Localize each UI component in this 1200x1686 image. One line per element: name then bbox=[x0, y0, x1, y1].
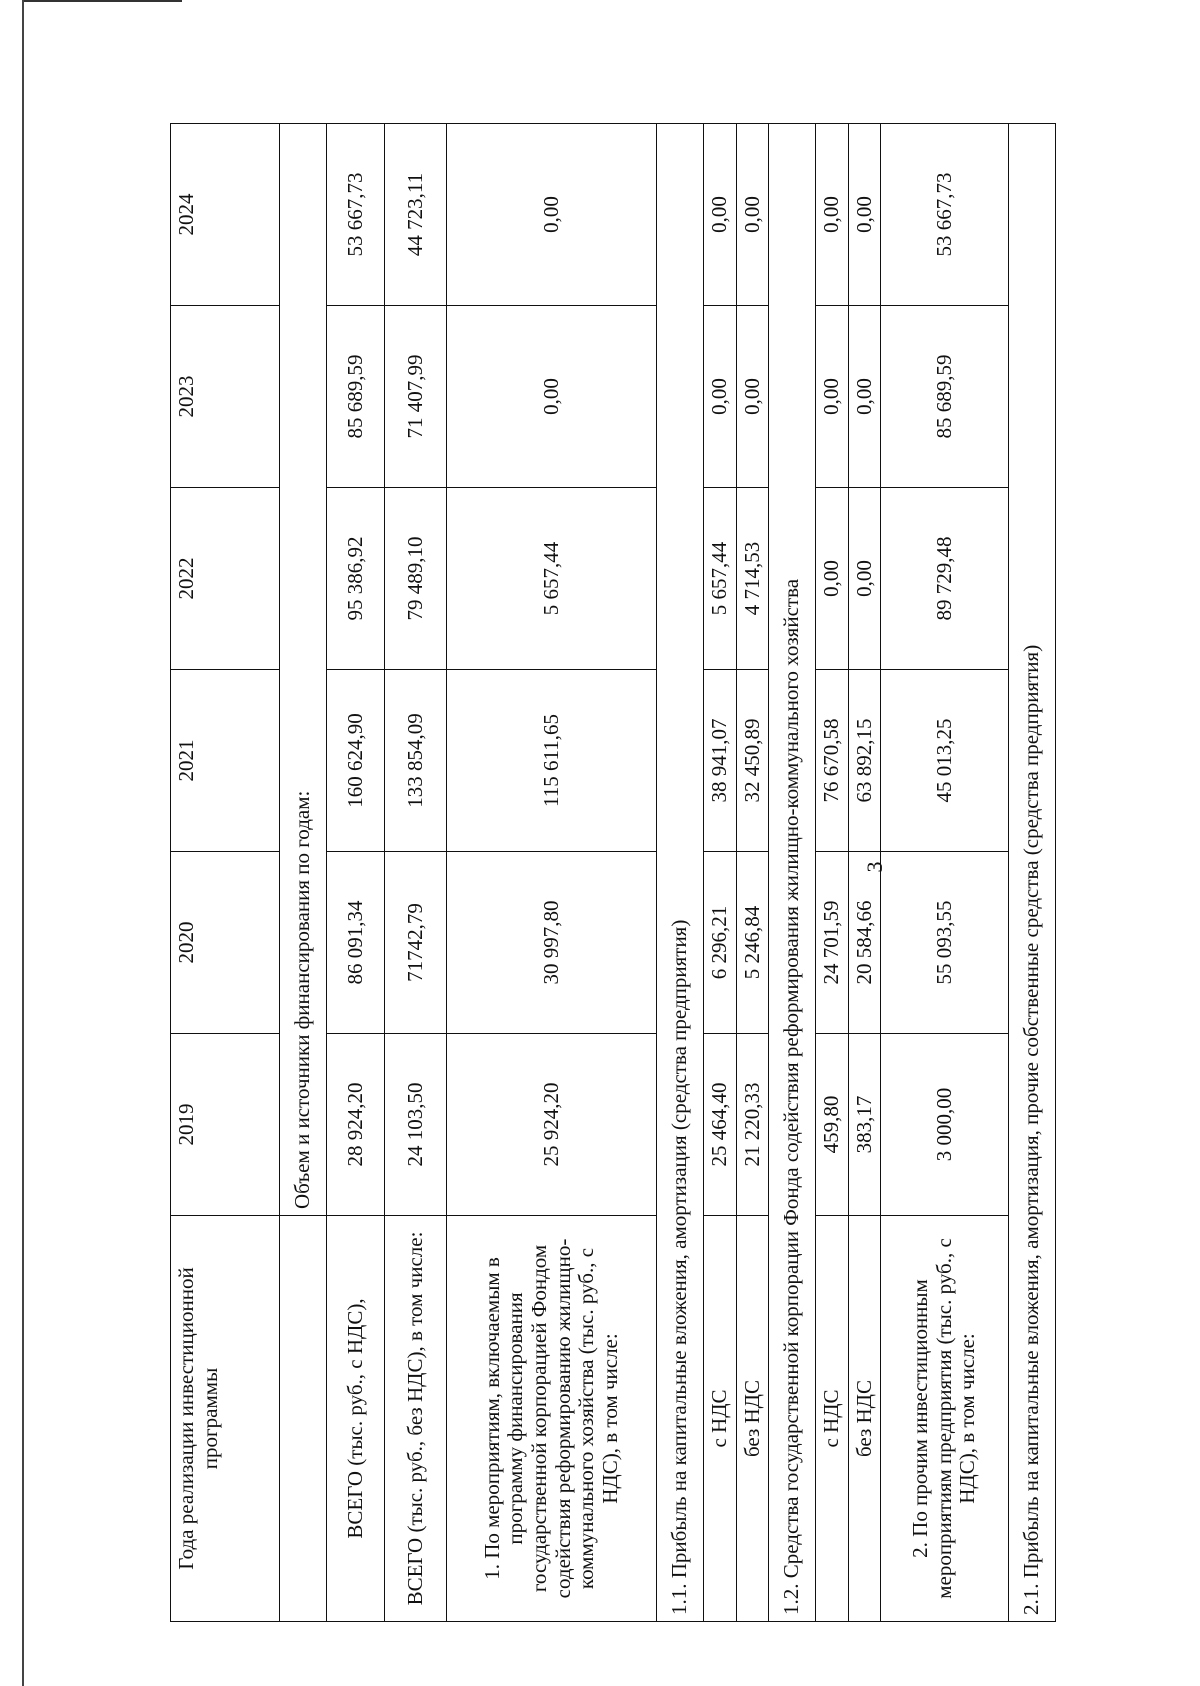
header-label: Года реализации инвестиционной программы bbox=[171, 1216, 280, 1622]
cell-value: 95 386,92 bbox=[327, 488, 385, 670]
table-row bbox=[385, 124, 447, 1622]
table-row bbox=[327, 124, 385, 1622]
cell-value: 115 611,65 bbox=[447, 670, 657, 852]
cell-value: 0,00 bbox=[736, 124, 769, 306]
cell-value: 71 407,99 bbox=[385, 306, 447, 488]
cell-value: 5 246,84 bbox=[736, 852, 769, 1034]
cell-value: 21 220,33 bbox=[736, 1034, 769, 1216]
cell-value: 160 624,90 bbox=[327, 670, 385, 852]
cell-value: 79 489,10 bbox=[385, 488, 447, 670]
row-label-total-novat: ВСЕГО (тыс. руб., без НДС), в том числе: bbox=[385, 1216, 447, 1622]
cell-value: 30 997,80 bbox=[447, 852, 657, 1034]
section-title-spacer bbox=[280, 1216, 327, 1622]
scan-edge-top bbox=[22, 0, 182, 2]
subsection-2-1-title: 2.1. Прибыль на капитальные вложения, амортизация, прочие собственные средства (средства предприятия) bbox=[1009, 124, 1056, 1622]
year-header: 2021 bbox=[171, 670, 280, 852]
subsection-1-1-title: 1.1. Прибыль на капитальные вложения, амортизация (средства предприятия) bbox=[657, 124, 704, 1622]
cell-value: 0,00 bbox=[704, 306, 737, 488]
investment-program-table bbox=[170, 123, 1056, 1622]
cell-value: 55 093,55 bbox=[881, 852, 1009, 1034]
cell-value: 3 000,00 bbox=[881, 1034, 1009, 1216]
cell-value: 4 714,53 bbox=[736, 488, 769, 670]
table-row bbox=[704, 124, 737, 1622]
cell-value: 85 689,59 bbox=[327, 306, 385, 488]
cell-value: 0,00 bbox=[736, 306, 769, 488]
row-label-s11-vat: с НДС bbox=[704, 1216, 737, 1622]
cell-value: 24 701,59 bbox=[816, 852, 849, 1034]
cell-value: 86 091,34 bbox=[327, 852, 385, 1034]
cell-value: 45 013,25 bbox=[881, 670, 1009, 852]
cell-value: 53 667,73 bbox=[327, 124, 385, 306]
cell-value: 0,00 bbox=[447, 306, 657, 488]
cell-value: 89 729,48 bbox=[881, 488, 1009, 670]
cell-value: 25 924,20 bbox=[447, 1034, 657, 1216]
cell-value: 20 584,66 bbox=[848, 852, 881, 1034]
cell-value: 0,00 bbox=[704, 124, 737, 306]
table-row bbox=[881, 124, 1009, 1622]
cell-value: 53 667,73 bbox=[881, 124, 1009, 306]
subsection-1-2-title: 1.2. Средства государственной корпорации Фонда содействия реформирования жилищно-коммунального хозяйства bbox=[769, 124, 816, 1622]
cell-value: 0,00 bbox=[848, 124, 881, 306]
cell-value: 459,80 bbox=[816, 1034, 849, 1216]
row-label-other-measures: 2. По прочим инвестиционным мероприятиям предприятия (тыс. руб., с НДС), в том числе: bbox=[881, 1216, 1009, 1622]
subsection-row bbox=[769, 124, 816, 1622]
cell-value: 5 657,44 bbox=[704, 488, 737, 670]
table-row bbox=[447, 124, 657, 1622]
year-header: 2023 bbox=[171, 306, 280, 488]
cell-value: 0,00 bbox=[816, 306, 849, 488]
row-label-s12-vat: с НДС bbox=[816, 1216, 849, 1622]
row-label-measures-fund: 1. По мероприятиям, включаемым в программу финансирования государственной корпорацией Фондом содействия реформированию жилищно-коммунального хозяйства (тыс. руб., с НДС), в том числе: bbox=[447, 1216, 657, 1622]
cell-value: 383,17 bbox=[848, 1034, 881, 1216]
section-title-row bbox=[280, 124, 327, 1622]
year-header: 2024 bbox=[171, 124, 280, 306]
table-row bbox=[736, 124, 769, 1622]
row-label-total-vat: ВСЕГО (тыс. руб., с НДС), bbox=[327, 1216, 385, 1622]
cell-value: 0,00 bbox=[816, 488, 849, 670]
subsection-row bbox=[1009, 124, 1056, 1622]
cell-value: 6 296,21 bbox=[704, 852, 737, 1034]
cell-value: 32 450,89 bbox=[736, 670, 769, 852]
year-header: 2020 bbox=[171, 852, 280, 1034]
cell-value: 0,00 bbox=[848, 488, 881, 670]
cell-value: 85 689,59 bbox=[881, 306, 1009, 488]
subsection-row bbox=[657, 124, 704, 1622]
cell-value: 28 924,20 bbox=[327, 1034, 385, 1216]
cell-value: 24 103,50 bbox=[385, 1034, 447, 1216]
cell-value: 44 723,11 bbox=[385, 124, 447, 306]
cell-value: 38 941,07 bbox=[704, 670, 737, 852]
year-header: 2022 bbox=[171, 488, 280, 670]
row-label-s12-novat: без НДС bbox=[848, 1216, 881, 1622]
row-label-s11-novat: без НДС bbox=[736, 1216, 769, 1622]
page-number: 3 bbox=[862, 861, 887, 873]
rotated-table-container bbox=[170, 124, 1044, 1622]
cell-value: 0,00 bbox=[447, 124, 657, 306]
cell-value: 76 670,58 bbox=[816, 670, 849, 852]
cell-value: 25 464,40 bbox=[704, 1034, 737, 1216]
scan-edge-left bbox=[22, 0, 24, 1686]
header-row bbox=[171, 124, 280, 1622]
cell-value: 5 657,44 bbox=[447, 488, 657, 670]
cell-value: 63 892,15 bbox=[848, 670, 881, 852]
year-header: 2019 bbox=[171, 1034, 280, 1216]
table-row bbox=[848, 124, 881, 1622]
cell-value: 0,00 bbox=[848, 306, 881, 488]
cell-value: 71742,79 bbox=[385, 852, 447, 1034]
cell-value: 133 854,09 bbox=[385, 670, 447, 852]
table-row bbox=[816, 124, 849, 1622]
cell-value: 0,00 bbox=[816, 124, 849, 306]
section-title: Объем и источники финансирования по годам: bbox=[280, 124, 327, 1216]
